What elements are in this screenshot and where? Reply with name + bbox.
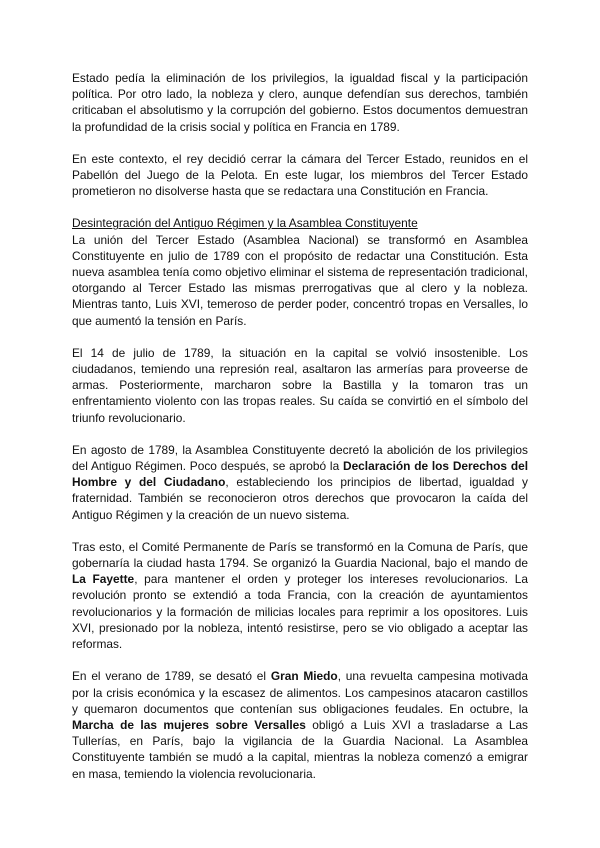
text-run: En agosto de 1789, la Asamblea Constituyente decretó la abolición de los privilegios del Antiguo Régimen. Poco después, se aprobó la	[72, 442, 528, 474]
text-run: obligó a Luis XVI a trasladarse a Las Tullerías, en París, bajo la vigilancia de la Guardia Nacional. La Asamblea Constituyente también se mudó a la capital, mientras la nobleza comenzó a emigrar en masa, temiendo la violencia revolucionaria.	[72, 717, 528, 781]
text-run: , para mantener el orden y proteger los intereses revolucionarios. La revolución pronto se extendió a toda Francia, con la creación de ayuntamientos revolucionarios y la formación de milicias locales para reprimir a los opositores. Luis XVI, presionado por la nobleza, intentó resistirse, pero se vio obligado a aceptar las reformas.	[72, 572, 528, 652]
paragraph-demands: Estado pedía la eliminación de los privilegios, la igualdad fiscal y la participación política. Por otro lado, la nobleza y clero, aunque defendían sus derechos, también criticaban el absolutismo y la corrupción del gobierno. Estos documentos demuestran la profundidad de la crisis social y política en Francia en 1789.	[72, 71, 528, 134]
paragraph-tennis-court-oath: En este contexto, el rey decidió cerrar la cámara del Tercer Estado, reunidos en el Pabellón del Juego de la Pelota. En este lugar, los miembros del Tercer Estado prometieron no disolverse hasta que se redactara una Constitución en Francia.	[72, 151, 528, 199]
bold-womens-march: Marcha de las mujeres sobre Versalles	[72, 717, 306, 732]
bold-gran-miedo: Gran Miedo	[270, 669, 338, 684]
text-run: , estableciendo los principios de libertad, igualdad y fraternidad. También se reconocieron otros derechos que provocaron la caída del Antiguo Régimen y la creación de un nuevo sistema.	[72, 475, 528, 522]
bold-la-fayette: La Fayette	[72, 572, 135, 587]
paragraph-declaration	[72, 442, 528, 523]
document-page	[72, 70, 528, 798]
text-run: Tras esto, el Comité Permanente de París se transformó en la Comuna de París, que gobernaría la ciudad hasta 1794. Se organizó la Guardia Nacional, bajo el mando de	[72, 539, 528, 571]
paragraph-great-fear	[72, 668, 528, 781]
paragraph-commune	[72, 539, 528, 652]
paragraph-constituent-assembly: La unión del Tercer Estado (Asamblea Nacional) se transformó en Asamblea Constituyente en julio de 1789 con el propósito de redactar una Constitución. Esta nueva asamblea tenía como objetivo eliminar el sistema de representación tradicional, otorgando al Tercer Estado las mismas prerrogativas que al clero y la nobleza. Mientras tanto, Luis XVI, temeroso de perder poder, concentró tropas en Versalles, lo que aumentó la tensión en París.	[72, 232, 528, 328]
section-heading: Desintegración del Antiguo Régimen y la Asamblea Constituyente	[72, 216, 418, 231]
text-run: En el verano de 1789, se desató el	[72, 669, 271, 684]
paragraph-bastille: El 14 de julio de 1789, la situación en la capital se volvió insostenible. Los ciudadanos, temiendo una represión real, asaltaron las armerías para proveerse de armas. Posteriormente, marcharon sobre la Bastilla y la tomaron tras un enfrentamiento violento con las tropas reales. Su caída se convirtió en el símbolo del triunfo revolucionario.	[72, 345, 528, 425]
text-run: , una revuelta campesina motivada por la crisis económica y la escasez de alimentos. Los campesinos atacaron castillos y quemaron documentos que contenían sus obligaciones feudales. En octubre, la	[72, 669, 528, 716]
bold-declaration-title: Declaración de los Derechos del Hombre y del Ciudadano	[72, 459, 528, 490]
